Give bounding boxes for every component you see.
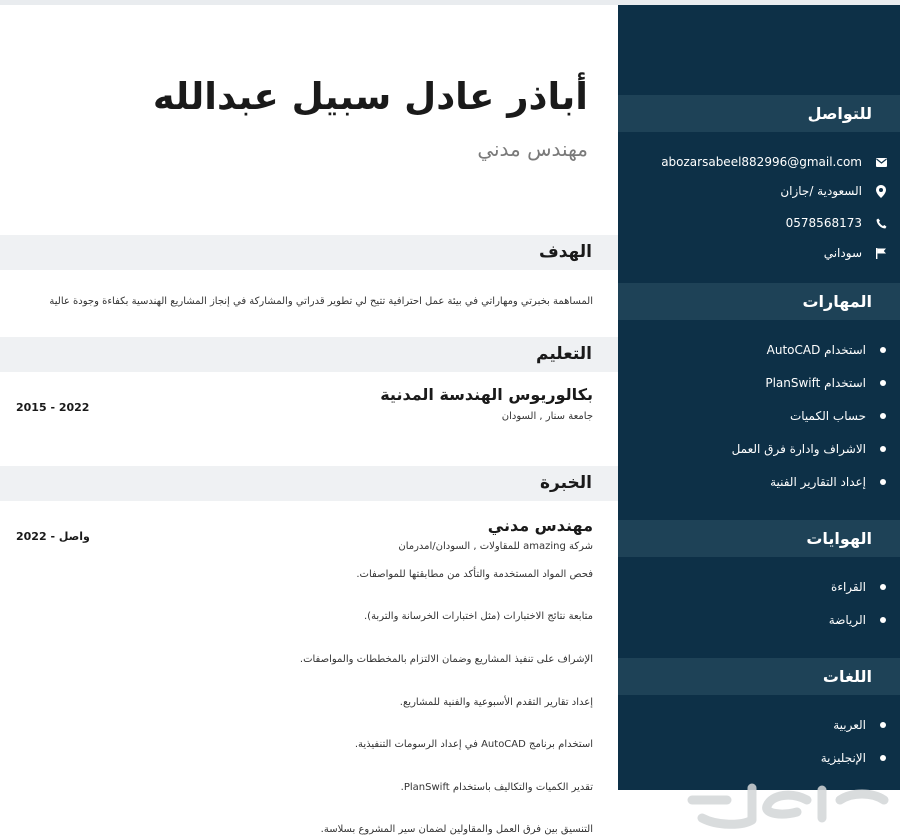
duty-item: تقدير الكميات والتكاليف باستخدام PlanSwift.	[400, 782, 593, 793]
hobby-item: الرياضة	[618, 610, 900, 630]
skill-item: الاشراف وادارة فرق العمل	[618, 439, 900, 459]
duty-item: إعداد تقارير التقدم الأسبوعية والفنية للمشاريع.	[399, 697, 593, 708]
full-name: أباذر عادل سبيل عبدالله	[152, 75, 588, 118]
bullet-icon	[880, 446, 886, 452]
bullet-icon	[880, 584, 886, 590]
language-item: الإنجليزية	[618, 748, 900, 768]
duty-item: فحص المواد المستخدمة والتأكد من مطابقتها للمواصفات.	[356, 569, 593, 580]
contact-nationality-row	[618, 243, 900, 263]
contact-nationality: سوداني	[823, 246, 862, 260]
contact-email-row[interactable]	[618, 152, 900, 172]
skill-item: استخدام AutoCAD	[618, 340, 900, 360]
hobbies-heading: الهوايات	[618, 520, 900, 557]
skill-item: استخدام PlanSwift	[618, 373, 900, 393]
skills-heading: المهارات	[618, 283, 900, 320]
degree-title: بكالوريوس الهندسة المدنية	[380, 385, 593, 404]
hobby-item: القراءة	[618, 577, 900, 597]
contact-location-row	[618, 181, 900, 201]
contact-phone[interactable]: 0578568173	[785, 216, 862, 230]
envelope-icon	[874, 155, 888, 169]
flag-icon	[874, 246, 888, 260]
skill-item: حساب الكميات	[618, 406, 900, 426]
bullet-icon	[880, 479, 886, 485]
sidebar	[618, 5, 900, 790]
experience-period: 2022 - واصل	[16, 530, 90, 543]
job-title: مهندس مدني	[477, 137, 588, 161]
experience-heading: الخبرة	[0, 466, 618, 501]
duty-item: متابعة نتائج الاختبارات (مثل اختبارات الخرسانة والتربة).	[363, 611, 593, 622]
watermark-logo	[672, 770, 897, 835]
skill-item: إعداد التقارير الفنية	[618, 472, 900, 492]
bullet-icon	[880, 617, 886, 623]
education-period: 2015 - 2022	[16, 401, 90, 414]
phone-icon	[874, 216, 888, 230]
bullet-icon	[880, 722, 886, 728]
map-pin-icon	[874, 184, 888, 198]
bullet-icon	[880, 347, 886, 353]
bullet-icon	[880, 380, 886, 386]
education-heading: التعليم	[0, 337, 618, 372]
contact-location: السعودية /جازان	[780, 184, 862, 198]
language-item: العربية	[618, 715, 900, 735]
objective-text: المساهمة بخبرتي ومهاراتي في بيئة عمل احترافية تتيح لي تطوير قدراتي والمشاركة في إنجاز المشاريع الهندسية بكفاءة وجودة عالية	[49, 296, 593, 307]
institution: جامعة سنار , السودان	[501, 411, 593, 422]
languages-heading: اللغات	[618, 658, 900, 695]
bullet-icon	[880, 413, 886, 419]
contact-email[interactable]: abozarsabeel882996@gmail.com	[661, 155, 862, 169]
experience-company: شركة amazing للمقاولات , السودان/امدرمان	[398, 541, 593, 552]
duty-item: التنسيق بين فرق العمل والمقاولين لضمان سير المشروع بسلاسة.	[320, 824, 593, 835]
experience-role: مهندس مدني	[487, 516, 593, 535]
contact-heading: للتواصل	[618, 95, 900, 132]
objective-heading: الهدف	[0, 235, 618, 270]
duty-item: استخدام برنامج AutoCAD في إعداد الرسومات التنفيذية.	[354, 739, 593, 750]
main-content	[0, 5, 618, 835]
duty-item: الإشراف على تنفيذ المشاريع وضمان الالتزام بالمخططات والمواصفات.	[299, 654, 593, 665]
contact-phone-row[interactable]	[618, 213, 900, 233]
bullet-icon	[880, 755, 886, 761]
